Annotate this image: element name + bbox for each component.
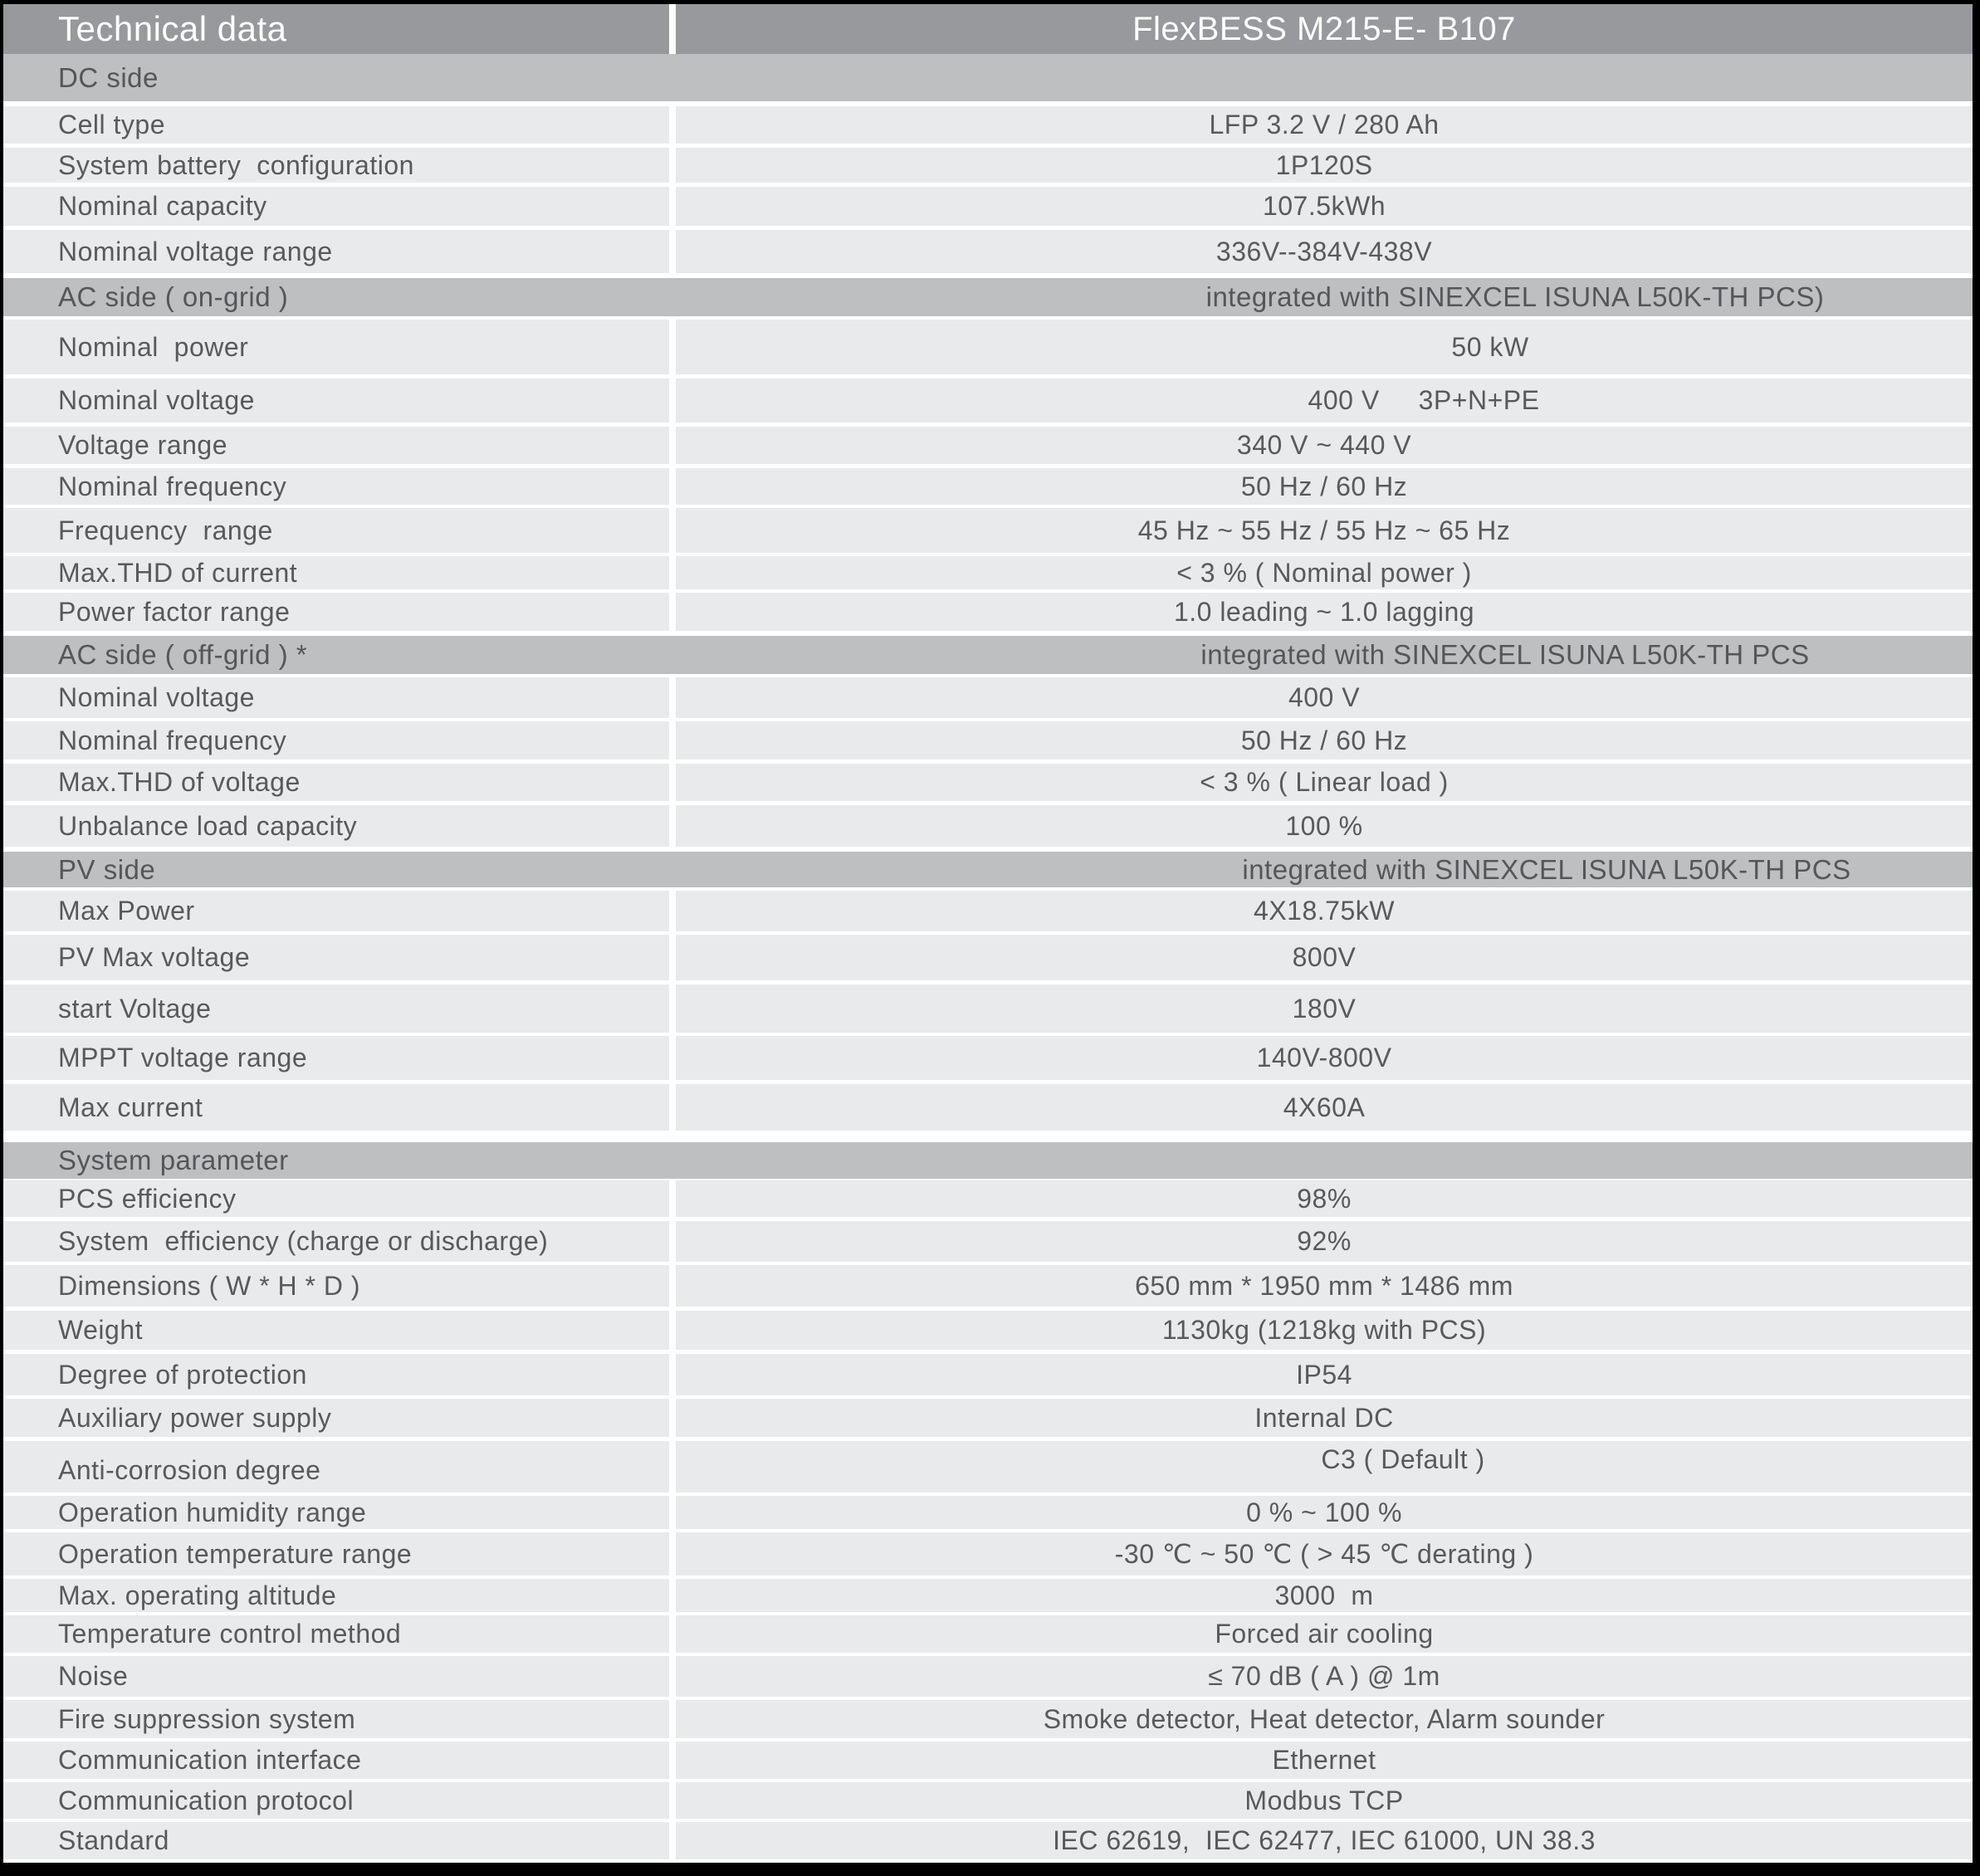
row-value: 340 V ~ 440 V xyxy=(676,427,1973,464)
row-value: 336V--384V-438V xyxy=(676,230,1973,273)
row-label: Dimensions ( W * H * D ) xyxy=(3,1265,669,1307)
row-label: Nominal frequency xyxy=(3,721,669,760)
section-value: integrated with SINEXCEL ISUNA L50K-TH PCS xyxy=(1242,853,1851,885)
spec-row-voltage-range xyxy=(3,427,1973,464)
row-value: 50 Hz / 60 Hz xyxy=(676,721,1973,760)
row-value: < 3 % ( Nominal power ) xyxy=(676,556,1973,589)
row-value: 1.0 leading ~ 1.0 lagging xyxy=(676,593,1973,631)
row-label: Nominal frequency xyxy=(3,468,669,505)
row-value: 4X60A xyxy=(676,1084,1973,1131)
row-label: Power factor range xyxy=(3,593,669,631)
spec-row-start-voltage xyxy=(3,984,1973,1033)
row-label: Max Power xyxy=(3,891,669,931)
row-label: Communication protocol xyxy=(3,1782,669,1819)
row-value: 45 Hz ~ 55 Hz / 55 Hz ~ 65 Hz xyxy=(676,508,1973,553)
section-row-ac-on-grid xyxy=(3,278,1973,316)
row-label: Temperature control method xyxy=(3,1615,669,1653)
row-value: 400 V 3P+N+PE xyxy=(676,379,1973,423)
section-value xyxy=(676,1142,1973,1179)
row-label: Nominal voltage xyxy=(3,379,669,423)
product-name: FlexBESS M215-E- B107 xyxy=(676,4,1973,54)
row-label: Weight xyxy=(3,1311,669,1350)
spec-row-operation-temperature xyxy=(3,1532,1973,1576)
row-label: Max. operating altitude xyxy=(3,1579,669,1612)
row-label: System battery configuration xyxy=(3,148,669,183)
spec-row-battery-configuration xyxy=(3,148,1973,183)
section-value xyxy=(676,54,1973,101)
section-label: AC side ( off-grid ) * xyxy=(58,639,308,670)
row-value: ≤ 70 dB ( A ) @ 1m xyxy=(676,1656,1973,1697)
section-row-system-parameter xyxy=(3,1142,1973,1179)
spec-row-max-thd-current xyxy=(3,556,1973,589)
spec-row-weight xyxy=(3,1311,1973,1350)
section-label: PV side xyxy=(58,853,156,885)
row-value: 50 kW xyxy=(676,320,1973,374)
spec-row-fire-suppression xyxy=(3,1700,1973,1738)
row-value: 98% xyxy=(676,1180,1973,1217)
spec-row-standard xyxy=(3,1822,1973,1859)
spec-row-unbalance-load xyxy=(3,805,1973,847)
row-value: Ethernet xyxy=(676,1742,1973,1779)
row-label: Voltage range xyxy=(3,427,669,464)
row-label: Degree of protection xyxy=(3,1354,669,1395)
row-value: Modbus TCP xyxy=(676,1782,1973,1819)
spec-row-pv-max-voltage xyxy=(3,935,1973,980)
row-value: 1130kg (1218kg with PCS) xyxy=(676,1311,1973,1350)
row-value: 3000 m xyxy=(676,1579,1973,1612)
row-value: 140V-800V xyxy=(676,1036,1973,1080)
section-row-ac-off-grid xyxy=(3,636,1973,674)
spec-row-temperature-control xyxy=(3,1615,1973,1653)
spec-row-communication-interface xyxy=(3,1742,1973,1779)
row-label: PV Max voltage xyxy=(3,935,669,980)
row-label: Operation temperature range xyxy=(3,1532,669,1576)
spec-row-auxiliary-power-supply xyxy=(3,1399,1973,1437)
spec-row-nominal-capacity xyxy=(3,187,1973,226)
row-value: 1P120S xyxy=(676,148,1973,183)
spec-row-communication-protocol xyxy=(3,1782,1973,1819)
row-value: 800V xyxy=(676,935,1973,980)
row-label: Max.THD of voltage xyxy=(3,764,669,801)
row-value: IP54 xyxy=(676,1354,1973,1395)
row-label: Cell type xyxy=(3,106,669,144)
row-label: Nominal voltage xyxy=(3,677,669,718)
row-label: MPPT voltage range xyxy=(3,1036,669,1080)
row-label: Nominal power xyxy=(3,320,669,374)
spec-row-system-efficiency xyxy=(3,1221,1973,1262)
row-label: PCS efficiency xyxy=(3,1180,669,1217)
spec-row-nominal-voltage-ongrid xyxy=(3,379,1973,423)
spec-row-max-thd-voltage xyxy=(3,764,1973,801)
row-value: C3 ( Default ) xyxy=(676,1441,1973,1492)
row-value: 400 V xyxy=(676,677,1973,718)
row-value: -30 ℃ ~ 50 ℃ ( > 45 ℃ derating ) xyxy=(676,1532,1973,1576)
spec-row-power-factor-range xyxy=(3,593,1973,631)
section-label: System parameter xyxy=(58,1145,289,1175)
spec-row-max-current xyxy=(3,1084,1973,1131)
row-label: Noise xyxy=(3,1656,669,1697)
row-label: Unbalance load capacity xyxy=(3,805,669,847)
row-label: Frequency range xyxy=(3,508,669,553)
row-label: Max.THD of current xyxy=(3,556,669,589)
spec-row-degree-of-protection xyxy=(3,1354,1973,1395)
row-value: < 3 % ( Linear load ) xyxy=(676,764,1973,801)
section-value: integrated with SINEXCEL ISUNA L50K-TH PCS xyxy=(1200,639,1810,670)
row-label: Auxiliary power supply xyxy=(3,1399,669,1437)
spec-row-nominal-frequency-offgrid xyxy=(3,721,1973,760)
spec-table xyxy=(3,4,1973,1863)
row-value: 650 mm * 1950 mm * 1486 mm xyxy=(676,1265,1973,1307)
row-value: LFP 3.2 V / 280 Ah xyxy=(676,106,1973,144)
section-label: AC side ( on-grid ) xyxy=(58,281,289,312)
row-label: Anti-corrosion degree xyxy=(3,1441,669,1492)
spec-row-cell-type xyxy=(3,106,1973,144)
row-value: 92% xyxy=(676,1221,1973,1262)
row-label: System efficiency (charge or discharge) xyxy=(3,1221,669,1262)
row-value: Smoke detector, Heat detector, Alarm sounder xyxy=(676,1700,1973,1738)
spec-row-nominal-voltage-offgrid xyxy=(3,677,1973,718)
spec-row-max-operating-altitude xyxy=(3,1579,1973,1612)
table-header-row xyxy=(3,4,1973,54)
spec-row-nominal-voltage-range xyxy=(3,230,1973,273)
row-label: Standard xyxy=(3,1822,669,1859)
row-value: 0 % ~ 100 % xyxy=(676,1496,1973,1529)
row-value: Forced air cooling xyxy=(676,1615,1973,1653)
row-label: Fire suppression system xyxy=(3,1700,669,1738)
row-label: Max current xyxy=(3,1084,669,1131)
row-value: Internal DC xyxy=(676,1399,1973,1437)
spec-row-pcs-efficiency xyxy=(3,1180,1973,1217)
spec-row-operation-humidity xyxy=(3,1496,1973,1529)
row-label: Nominal capacity xyxy=(3,187,669,226)
section-row-pv-side xyxy=(3,852,1973,887)
row-value: IEC 62619, IEC 62477, IEC 61000, UN 38.3 xyxy=(676,1822,1973,1859)
row-value: 107.5kWh xyxy=(676,187,1973,226)
row-value: 100 % xyxy=(676,805,1973,847)
section-value: integrated with SINEXCEL ISUNA L50K-TH PCS) xyxy=(1205,281,1825,312)
spec-row-anti-corrosion xyxy=(3,1441,1973,1492)
spec-row-nominal-frequency-ongrid xyxy=(3,468,1973,505)
row-label: start Voltage xyxy=(3,984,669,1033)
spec-row-mppt-voltage-range xyxy=(3,1036,1973,1080)
row-label: Communication interface xyxy=(3,1742,669,1779)
row-value: 180V xyxy=(676,984,1973,1033)
spec-row-max-power xyxy=(3,891,1973,931)
row-value: 4X18.75kW xyxy=(676,891,1973,931)
spec-row-nominal-power xyxy=(3,320,1973,374)
row-label: Nominal voltage range xyxy=(3,230,669,273)
row-label: Operation humidity range xyxy=(3,1496,669,1529)
spec-row-noise xyxy=(3,1656,1973,1697)
spec-row-dimensions xyxy=(3,1265,1973,1307)
section-row-dc-side xyxy=(3,54,1973,101)
spec-row-frequency-range xyxy=(3,508,1973,553)
row-value: 50 Hz / 60 Hz xyxy=(676,468,1973,505)
section-label: DC side xyxy=(58,61,159,93)
table-title: Technical data xyxy=(3,4,669,54)
